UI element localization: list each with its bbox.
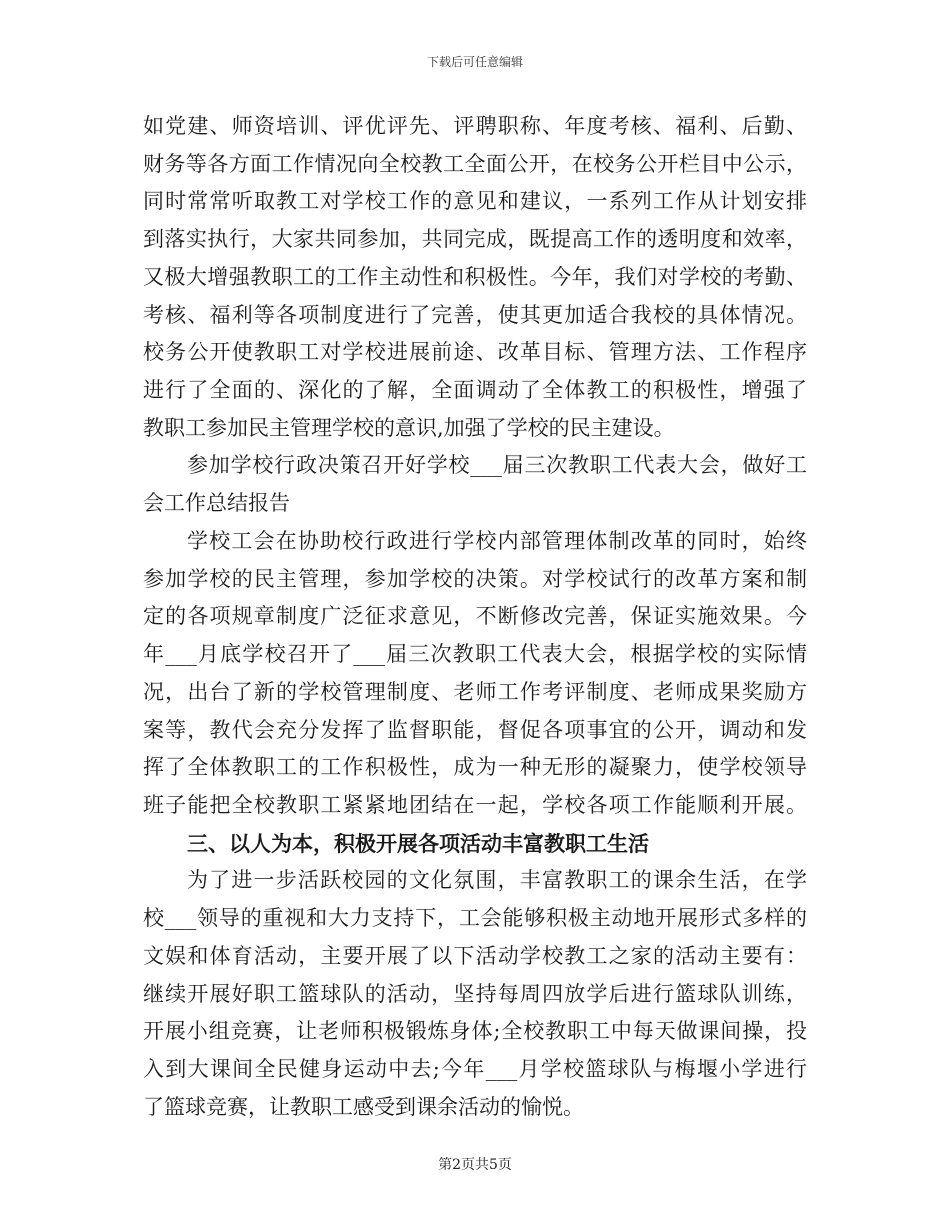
paragraph-activities bbox=[143, 862, 807, 1126]
text-line: 参加学校行政决策召开好学校___届三次教职工代表大会，做好工 bbox=[187, 453, 807, 478]
text-line: 学校工会在协助校行政进行学校内部管理体制改革的同时，始终 bbox=[187, 528, 807, 553]
page-number: 第2页共5页 bbox=[438, 1157, 512, 1173]
section-heading-text: 三、以人为本，积极开展各项活动丰富教职工生活 bbox=[187, 830, 649, 856]
text-line: 文娱和体育活动，主要开展了以下活动学校教工之家的活动主要有： bbox=[143, 943, 807, 968]
text-line: 到落实执行，大家共同参加，共同完成，既提高工作的透明度和效率， bbox=[143, 227, 807, 252]
text-line: 校务公开使教职工对学校进展前途、改革目标、管理方法、工作程序 bbox=[143, 340, 807, 365]
text-line: 会工作总结报告 bbox=[143, 491, 290, 516]
text-line: 如党建、师资培训、评优评先、评聘职称、年度考核、福利、后勤、 bbox=[143, 114, 807, 138]
text-line: 况，出台了新的学校管理制度、老师工作考评制度、老师成果奖励方 bbox=[143, 679, 807, 704]
text-line: 参加学校的民主管理，参加学校的决策。对学校试行的改革方案和制 bbox=[143, 566, 807, 591]
text-line: 挥了全体教职工的工作积极性，成为一种无形的凝聚力，使学校领导 bbox=[143, 755, 807, 780]
text-line: 入到大课间全民健身运动中去;今年___月学校篮球队与梅堰小学进行 bbox=[143, 1056, 807, 1081]
section-heading bbox=[143, 825, 807, 863]
text-line: 校___领导的重视和大力支持下，工会能够积极主动地开展形式多样的 bbox=[143, 906, 807, 931]
text-line: 开展小组竞赛，让老师积极锻炼身体;全校教职工中每天做课间操，投 bbox=[143, 1019, 807, 1044]
text-line: 又极大增强教职工的工作主动性和积极性。今年，我们对学校的考勤、 bbox=[143, 264, 807, 289]
document-body bbox=[143, 108, 807, 1126]
text-line: 进行了全面的、深化的了解，全面调动了全体教工的积极性，增强了 bbox=[143, 378, 807, 403]
text-line: 案等，教代会充分发挥了监督职能，督促各项事宜的公开，调动和发 bbox=[143, 717, 807, 742]
text-line: 了篮球竞赛，让教职工感受到课余活动的愉悦。 bbox=[143, 1094, 584, 1119]
paragraph-disclosure bbox=[143, 108, 807, 447]
paragraph-congress-subheading bbox=[143, 447, 807, 522]
page-header-note: 下载后可任意编辑 bbox=[426, 55, 523, 69]
text-line: 教职工参加民主管理学校的意识,加强了学校的民主建设。 bbox=[143, 415, 675, 440]
paragraph-democratic-management bbox=[143, 523, 807, 825]
text-line: 财务等各方面工作情况向全校教工全面公开，在校务公开栏目中公示， bbox=[143, 151, 807, 176]
text-line: 考核、福利等各项制度进行了完善，使其更加适合我校的具体情况。 bbox=[143, 302, 807, 327]
text-line: 定的各项规章制度广泛征求意见，不断修改完善，保证实施效果。今 bbox=[143, 604, 807, 629]
text-line: 年___月底学校召开了___届三次教职工代表大会，根据学校的实际情 bbox=[143, 642, 807, 667]
text-line: 班子能把全校教职工紧紧地团结在一起，学校各项工作能顺利开展。 bbox=[143, 792, 807, 817]
text-line: 同时常常听取教工对学校工作的意见和建议，一系列工作从计划安排 bbox=[143, 189, 807, 214]
text-line: 为了进一步活跃校园的文化氛围，丰富教职工的课余生活，在学 bbox=[187, 868, 807, 893]
text-line: 继续开展好职工篮球队的活动，坚持每周四放学后进行篮球队训练， bbox=[143, 981, 807, 1006]
